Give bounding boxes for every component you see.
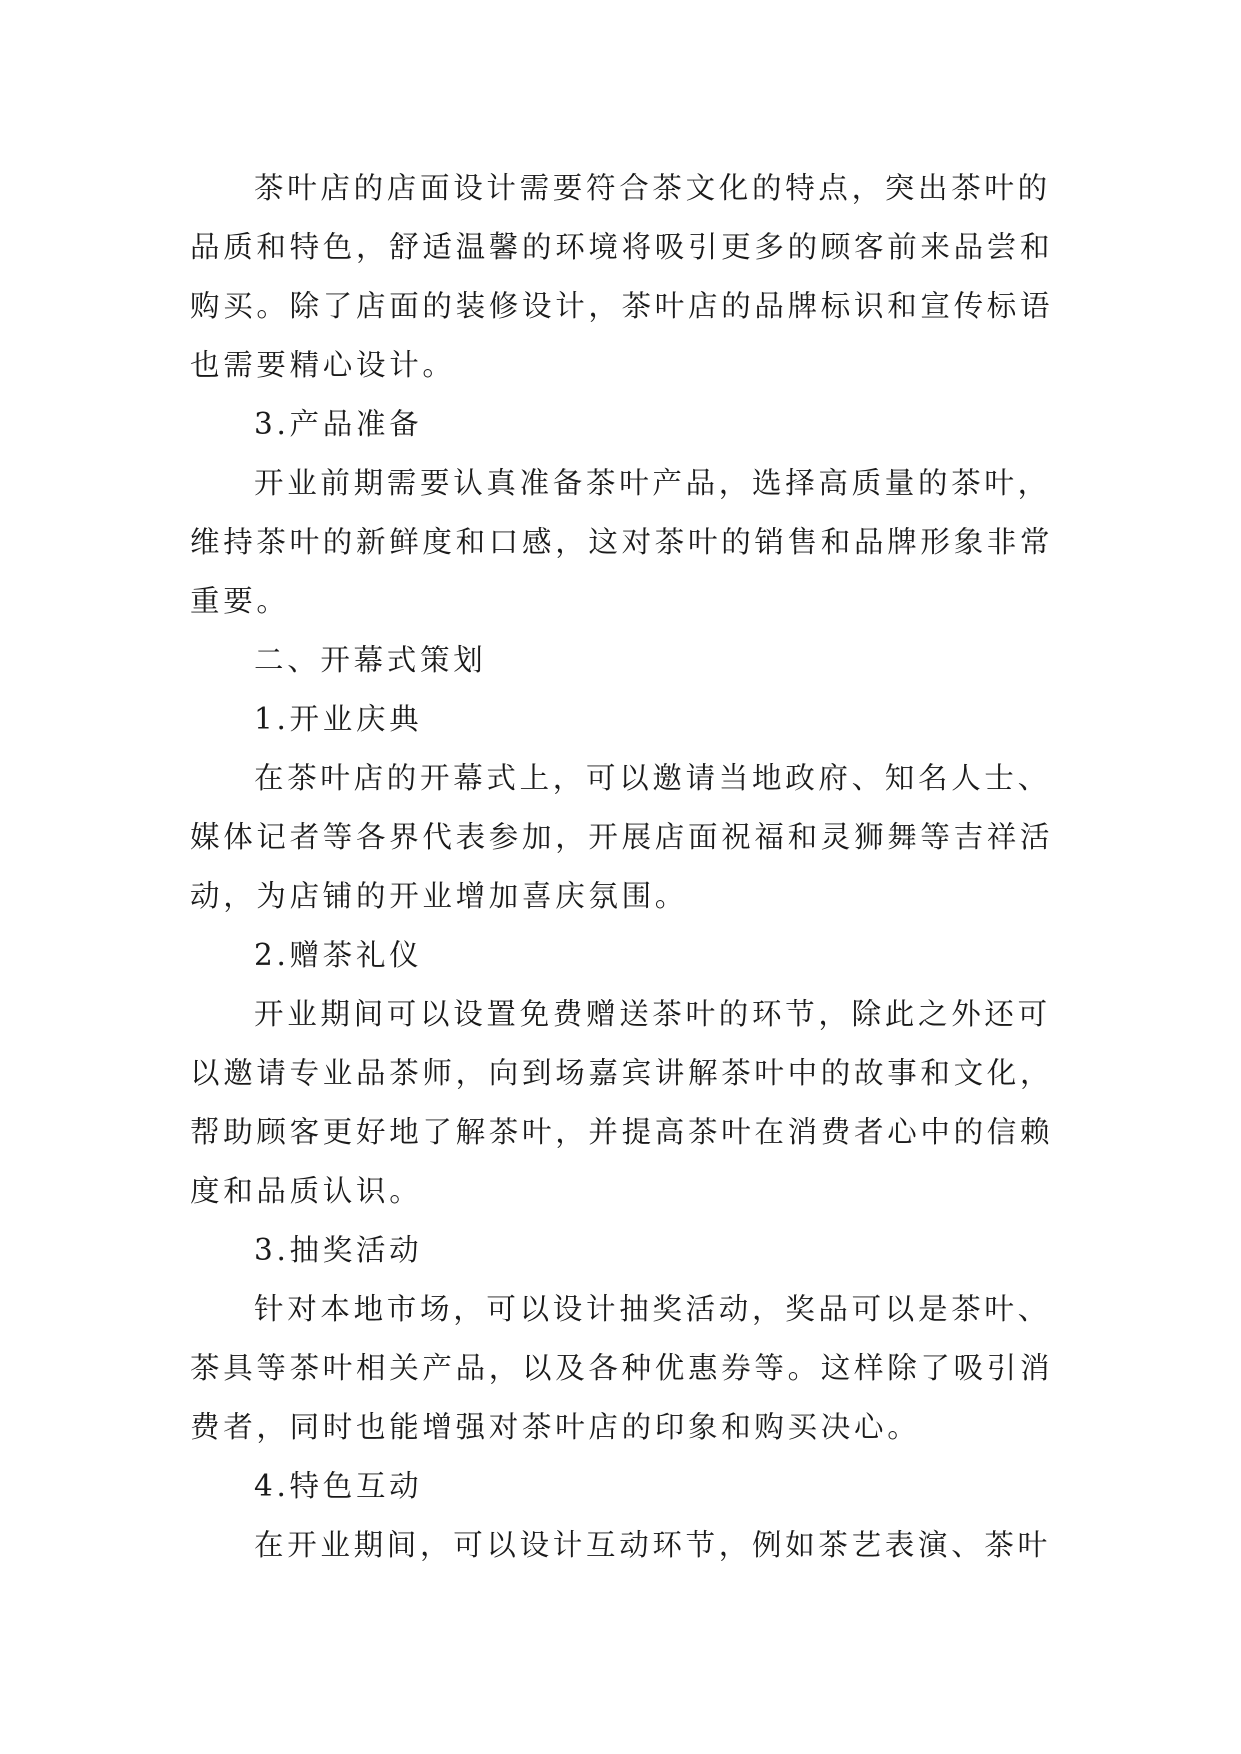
heading-tea-gift-etiquette: 2.赠茶礼仪 [254,938,423,972]
paragraph-special-interaction: 在开业期间，可以设计互动环节，例如茶艺表演、茶叶 [254,1528,1051,1562]
paragraph-tea-gift-etiquette: 开业期间可以设置免费赠送茶叶的环节，除此之外还可以邀请专业品茶师，向到场嘉宾讲解茶叶中的故事和文化，帮助顾客更好地了解茶叶，并提高茶叶在消费者心中的信赖度和品质认识。 [190,997,1054,1208]
heading-special-interaction: 4.特色互动 [254,1469,423,1503]
paragraph-lottery-activity: 针对本地市场，可以设计抽奖活动，奖品可以是茶叶、茶具等茶叶相关产品，以及各种优惠券等。这样除了吸引消费者，同时也能增强对茶叶店的印象和购买决心。 [190,1292,1054,1444]
heading-lottery-activity: 3.抽奖活动 [254,1233,423,1267]
paragraph-opening-celebration: 在茶叶店的开幕式上，可以邀请当地政府、知名人士、媒体记者等各界代表参加，开展店面祝福和灵狮舞等吉祥活动，为店铺的开业增加喜庆氛围。 [190,761,1054,913]
heading-product-preparation: 3.产品准备 [254,407,423,441]
document-body [190,159,1060,1575]
heading-opening-celebration: 1.开业庆典 [254,702,423,736]
paragraph-product-preparation: 开业前期需要认真准备茶叶产品，选择高质量的茶叶，维持茶叶的新鲜度和口感，这对茶叶的销售和品牌形象非常重要。 [190,466,1054,618]
heading-opening-ceremony-plan: 二、开幕式策划 [254,643,487,677]
paragraph-storefront-design: 茶叶店的店面设计需要符合茶文化的特点，突出茶叶的品质和特色，舒适温馨的环境将吸引更多的顾客前来品尝和购买。除了店面的装修设计，茶叶店的品牌标识和宣传标语也需要精心设计。 [190,171,1054,382]
